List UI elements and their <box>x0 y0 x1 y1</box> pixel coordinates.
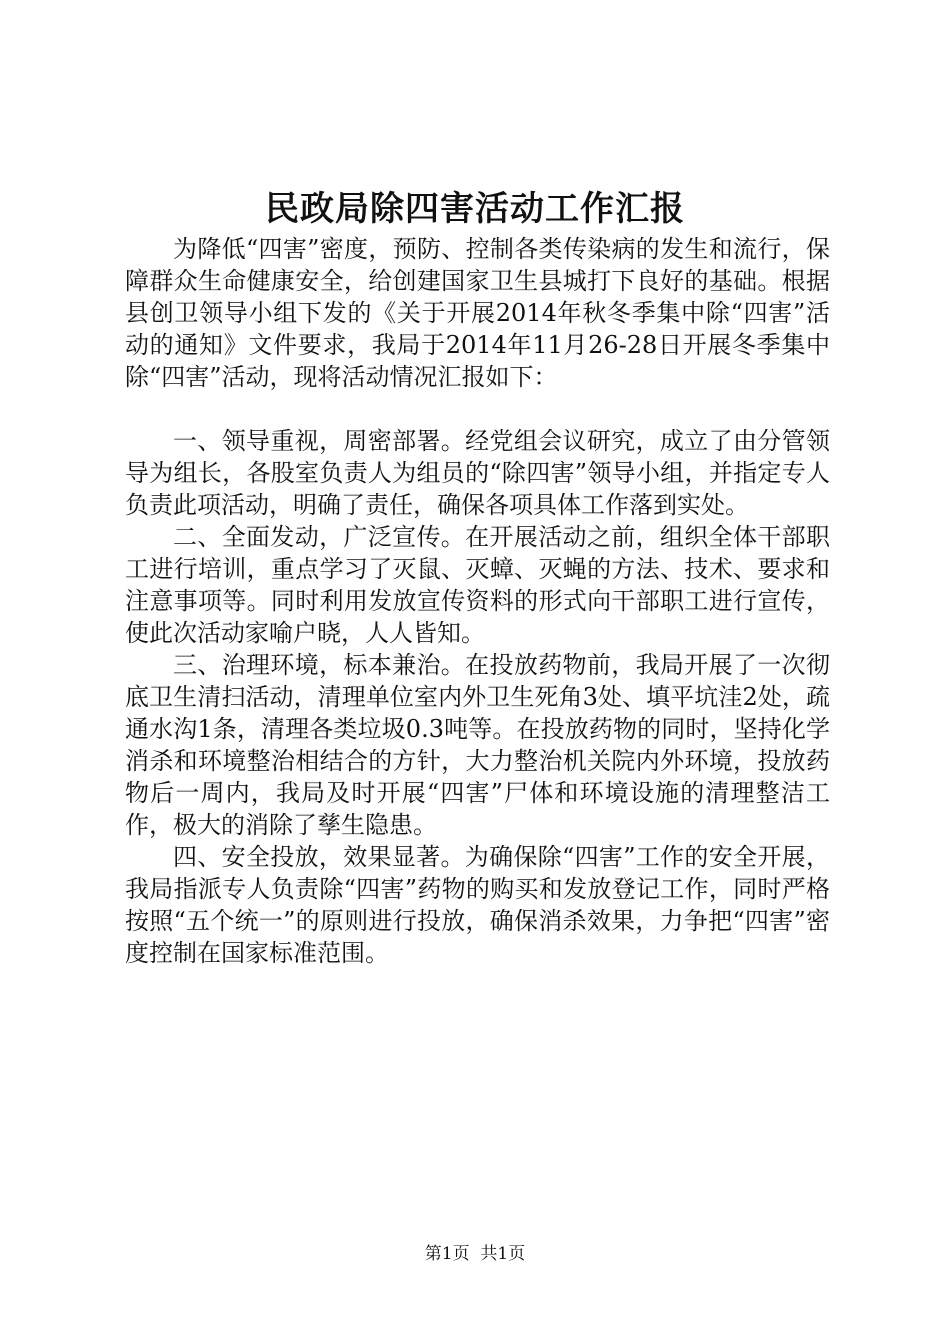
page-number: 第1页 <box>424 1244 470 1264</box>
section-two-paragraph: 二、全面发动，广泛宣传。在开展活动之前，组织全体干部职工进行培训，重点学习了灭鼠、灭蟑、灭蝇的方法、技术、要求和注意事项等。同时利用发放宣传资料的形式向干部职工进行宣传，使此次活动家喻户晓，人人皆知。 <box>125 523 830 647</box>
document-title: 民政局除四害活动工作汇报 <box>265 189 685 229</box>
intro-paragraph: 为降低“四害”密度，预防、控制各类传染病的发生和流行，保障群众生命健康安全，给创建国家卫生县城打下良好的基础。根据县创卫领导小组下发的《关于开展2014年秋冬季集中除“四害”活动的通知》文件要求，我局于2014年11月26-28日开展冬季集中除“四害”活动，现将活动情况汇报如下： <box>125 235 830 391</box>
section-one-paragraph: 一、领导重视，周密部署。经党组会议研究，成立了由分管领导为组长，各股室负责人为组员的“除四害”领导小组，并指定专人负责此项活动，明确了责任，确保各项具体工作落到实处。 <box>125 427 830 519</box>
section-four-paragraph: 四、安全投放，效果显著。为确保除“四害”工作的安全开展，我局指派专人负责除“四害”药物的购买和发放登记工作，同时严格按照“五个统一”的原则进行投放，确保消杀效果，力争把“四害”密度控制在国家标准范围。 <box>125 843 830 967</box>
section-three-paragraph: 三、治理环境，标本兼治。在投放药物前，我局开展了一次彻底卫生清扫活动，清理单位室内外卫生死角3处、填平坑洼2处，疏通水沟1条，清理各类垃圾0.3吨等。在投放药物的同时，坚持化学消杀和环境整治相结合的方针，大力整治机关院内外环境，投放药物后一周内，我局及时开展“四害”尸体和环境设施的清理整洁工作，极大的消除了孳生隐患。 <box>125 651 830 839</box>
page-footer <box>0 1242 950 1266</box>
footer-separator <box>470 1244 481 1264</box>
page-total: 共1页 <box>480 1244 526 1264</box>
document-body <box>125 233 830 969</box>
